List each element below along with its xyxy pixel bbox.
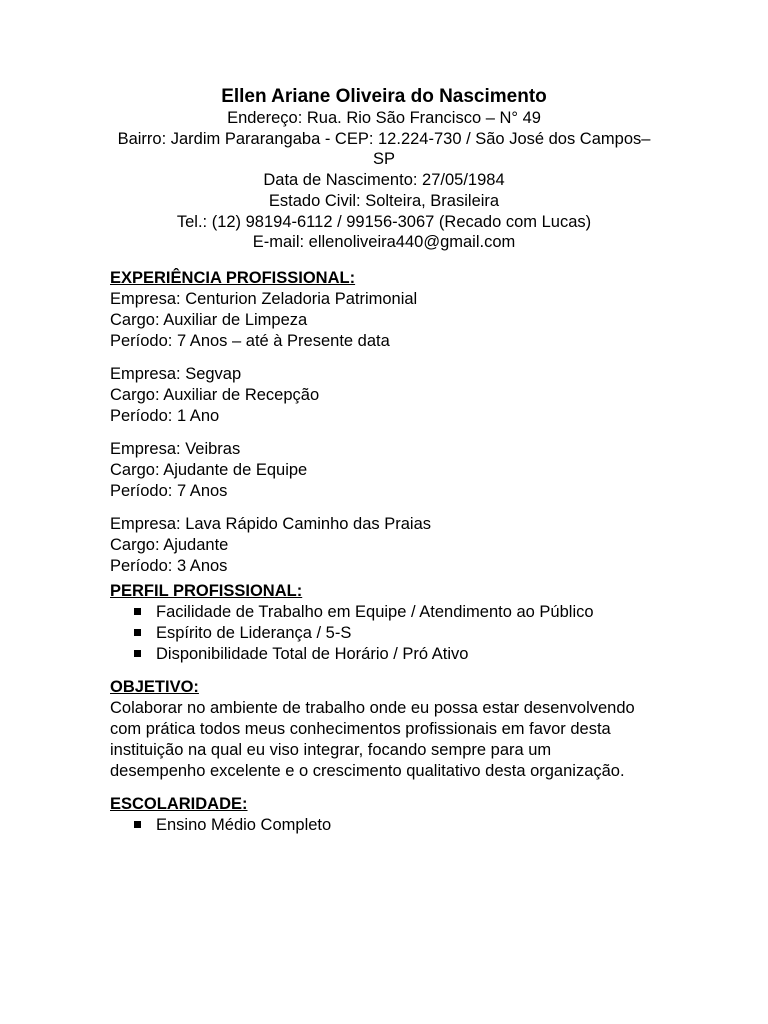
email-line: E-mail: ellenoliveira440@gmail.com (252, 233, 516, 252)
job-role: Cargo: Auxiliar de Limpeza (110, 311, 308, 329)
square-bullet-icon (134, 650, 141, 657)
job-company: Empresa: Lava Rápido Caminho das Praias (110, 515, 432, 533)
profile-heading: PERFIL PROFISSIONAL: (110, 582, 303, 600)
job-entry (110, 364, 670, 427)
square-bullet-icon (134, 608, 141, 615)
job-entry (110, 514, 670, 577)
profile-item-text: Disponibilidade Total de Horário / Pró Ativo (156, 645, 469, 663)
job-role: Cargo: Auxiliar de Recepção (110, 386, 320, 404)
job-role: Cargo: Ajudante de Equipe (110, 461, 308, 479)
education-heading: ESCOLARIDADE: (110, 795, 248, 813)
civil-status-line: Estado Civil: Solteira, Brasileira (268, 191, 500, 210)
profile-item-text: Espírito de Liderança / 5-S (156, 624, 352, 642)
experience-heading: EXPERIÊNCIA PROFISSIONAL: (110, 269, 356, 287)
job-entry (110, 289, 670, 352)
address-line: Endereço: Rua. Rio São Francisco – N° 49 (227, 109, 541, 127)
candidate-name: Ellen Ariane Oliveira do Nascimento (221, 86, 547, 107)
list-item (110, 602, 670, 623)
birth-date-line: Data de Nascimento: 27/05/1984 (263, 171, 505, 190)
phone-line: Tel.: (12) 98194-6112 / 99156-3067 (Recado com Lucas) (176, 212, 592, 231)
list-item (110, 644, 670, 665)
job-period: Período: 7 Anos – até à Presente data (110, 332, 390, 350)
job-period: Período: 1 Ano (110, 407, 220, 425)
job-company: Empresa: Veibras (110, 440, 241, 458)
square-bullet-icon (134, 821, 141, 828)
list-item (110, 815, 670, 836)
objective-heading: OBJETIVO: (110, 678, 199, 696)
job-role: Cargo: Ajudante (110, 536, 229, 554)
objective-text: Colaborar no ambiente de trabalho onde eu possa estar desenvolvendo com prática todos meus conhecimentos profissionais em favor desta instituição na qual eu viso integrar, focando sempre para um desempenho excelente e o crescimento qualitativo desta organização. (110, 699, 635, 780)
profile-list (110, 602, 670, 665)
profile-item-text: Facilidade de Trabalho em Equipe / Atendimento ao Público (156, 603, 594, 621)
resume-body (110, 268, 670, 836)
job-entry (110, 439, 670, 502)
education-item-text: Ensino Médio Completo (156, 816, 332, 834)
job-period: Período: 7 Anos (110, 482, 228, 500)
square-bullet-icon (134, 629, 141, 636)
job-company: Empresa: Segvap (110, 365, 242, 383)
list-item (110, 623, 670, 644)
job-period: Período: 3 Anos (110, 557, 228, 575)
education-list (110, 815, 670, 836)
job-company: Empresa: Centurion Zeladoria Patrimonial (110, 290, 418, 308)
district-line: Bairro: Jardim Pararangaba - CEP: 12.224-730 / São José dos Campos–SP (117, 129, 651, 169)
resume-header (110, 86, 658, 253)
